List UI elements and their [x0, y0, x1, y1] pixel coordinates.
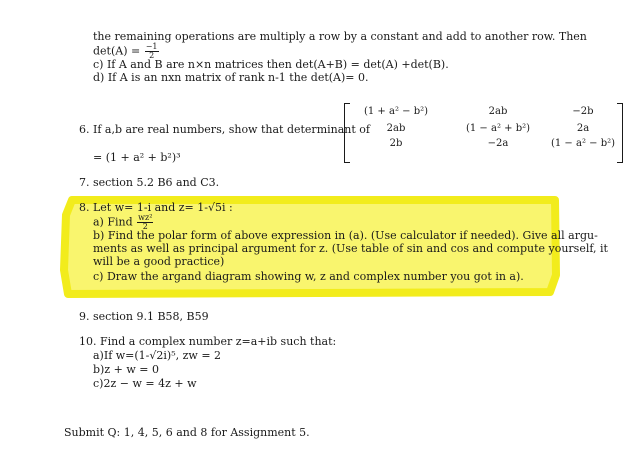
question-8b: b) Find the polar form of above expression in (a). (Use calculator if needed). Give all argu-: [93, 229, 598, 242]
matrix-cell: 2b: [389, 138, 403, 149]
fraction-denominator: 2: [142, 222, 148, 231]
text-line: c) If A and B are n×n matrices then det(A+B) = det(A) +det(B).: [93, 58, 449, 71]
question-8b: will be a good practice): [93, 255, 225, 268]
matrix-cell: −2a: [487, 138, 509, 149]
question-6-result: = (1 + a² + b²)³: [93, 151, 181, 164]
question-8b: ments as well as principal argument for z. (Use table of sin and cos and compute yourself, it: [93, 242, 608, 255]
question-9: 9. section 9.1 B58, B59: [79, 310, 209, 323]
question-8c: c) Draw the argand diagram showing w, z and complex number you got in a).: [93, 270, 524, 283]
fraction-numerator: −1: [145, 42, 158, 51]
fraction-denominator: 2: [149, 51, 155, 60]
matrix-cell: 2ab: [386, 123, 406, 134]
matrix-cell: 2a: [576, 123, 590, 134]
matrix: [344, 103, 623, 163]
fraction-numerator: wz²: [138, 213, 153, 222]
text-line: the remaining operations are multiply a row by a constant and add to another row. Then: [93, 30, 587, 43]
matrix-cell: (1 + a² − b²): [363, 106, 429, 117]
question-8-title: 8. Let w= 1-i and z= 1-√5i :: [79, 201, 233, 214]
question-7: 7. section 5.2 B6 and C3.: [79, 176, 220, 189]
question-10c: c)2z − w = 4z + w: [93, 377, 197, 390]
submit-note: Submit Q: 1, 4, 5, 6 and 8 for Assignment 5.: [64, 426, 310, 439]
question-6: 6. If a,b are real numbers, show that determinant of: [79, 123, 370, 136]
det-label: det(A) =: [93, 44, 144, 58]
left-bracket: [344, 103, 350, 163]
matrix-cell: −2b: [572, 106, 594, 117]
matrix-cell: (1 − a² − b²): [550, 138, 616, 149]
question-10a: a)If w=(1-√2i)⁵, zw = 2: [93, 349, 222, 362]
q8a-label: a) Find: [93, 215, 137, 229]
matrix-cell: (1 − a² + b²): [465, 123, 531, 134]
text-line: d) If A is an nxn matrix of rank n-1 the det(A)= 0.: [93, 71, 369, 84]
question-10b: b)z + w = 0: [93, 363, 159, 376]
matrix-cell: 2ab: [488, 106, 508, 117]
question-10: 10. Find a complex number z=a+ib such that:: [79, 335, 337, 348]
